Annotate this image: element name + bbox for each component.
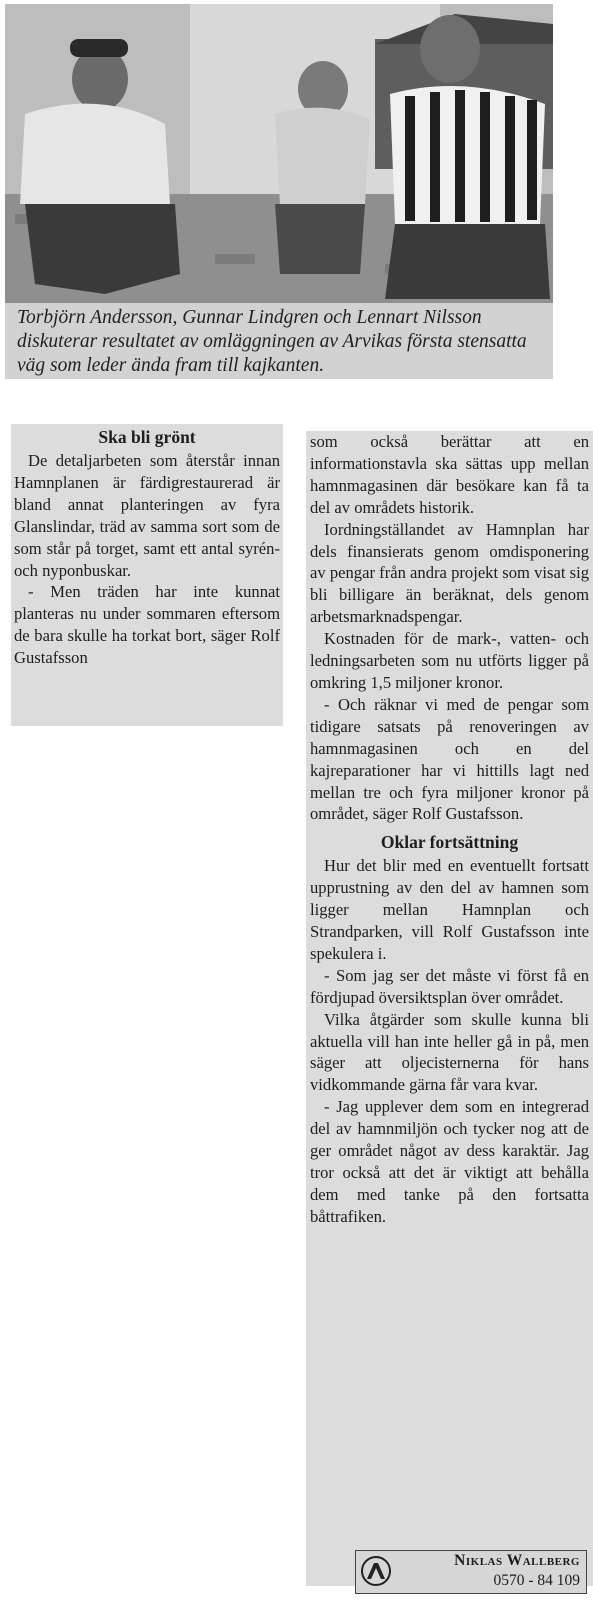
caption-text: Torbjörn Andersson, Gunnar Lindgren och Lennart Nilsson diskuterar resultatet av omläggningen av Arvikas första stensatta väg som leder ända fram till kajkanten. [17, 307, 527, 376]
author-phone: 0570 - 84 109 [493, 1572, 580, 1589]
paragraph: Kostnaden för de mark-, vatten- och ledningsarbeten som nu utförts ligger på omkring 1,5 miljoner kronor. [310, 629, 589, 692]
paragraph: Hur det blir med en eventuellt fortsatt upprustning av den del av hamnen som ligger mellan Hamnplan och Strandparken, vill Rolf Gustafsson inte spekulera i. [310, 856, 589, 963]
paragraph: Iordningställandet av Hamnplan har dels finansierats genom omdisponering av pengar från andra projekt som visat sig bli billigare än beräknat, dels genom arbetsmarknadspengar. [310, 519, 589, 627]
paragraph: - Som jag ser det måste vi först få en fördjupad översiktsplan över området. [310, 965, 589, 1007]
newspaper-logo-icon [360, 1555, 392, 1587]
paragraph: - Men träden har inte kunnat planteras nu under sommaren eftersom de bara skulle ha torkat bort, säger Rolf Gustafsson [14, 582, 280, 668]
section-heading: Oklar fortsättning [380, 832, 519, 853]
right-column [306, 431, 593, 1586]
section-heading: Ska bli grönt [98, 427, 196, 447]
paragraph: De detaljarbeten som återstår innan Hamnplanen är färdigrestaurerad är bland annat planteringen av fyra Glanslindar, träd av samma sort som de som står på torget, samt ett antal syrén- och nyponbuskar. [14, 451, 280, 580]
photo-caption [5, 303, 553, 379]
paragraph: som också berättar att en informationstavla ska sättas upp mellan hamnmagasinen där besökare kan få ta del av områdets historik. [310, 432, 589, 517]
author-name: Niklas Wallberg [454, 1552, 580, 1569]
article-photo [5, 4, 553, 304]
paragraph: Vilka åtgärder som skulle kunna bli aktuella vill han inte heller gå in på, men säger att oljecisternerna för hans vidkommande gärna får vara kvar. [310, 1009, 589, 1095]
photo-men-crouching-icon [5, 4, 553, 304]
paragraph: - Jag upplever dem som en integrerad del av hamnmiljön och tycker nog att de ger området något av dess karaktär. Jag tror också att det är viktigt att behålla dem med tanke på den fortsatta båttrafiken. [310, 1097, 589, 1226]
left-column [11, 424, 283, 726]
paragraph: - Och räknar vi med de pengar som tidigare satsats på renoveringen av hamnmagasinen och en del kajreparationer har vi hittills lagt ned mellan tre och fyra miljoner kronor på området, säger Rolf Gustafsson. [310, 694, 589, 824]
byline-box [355, 1550, 587, 1594]
